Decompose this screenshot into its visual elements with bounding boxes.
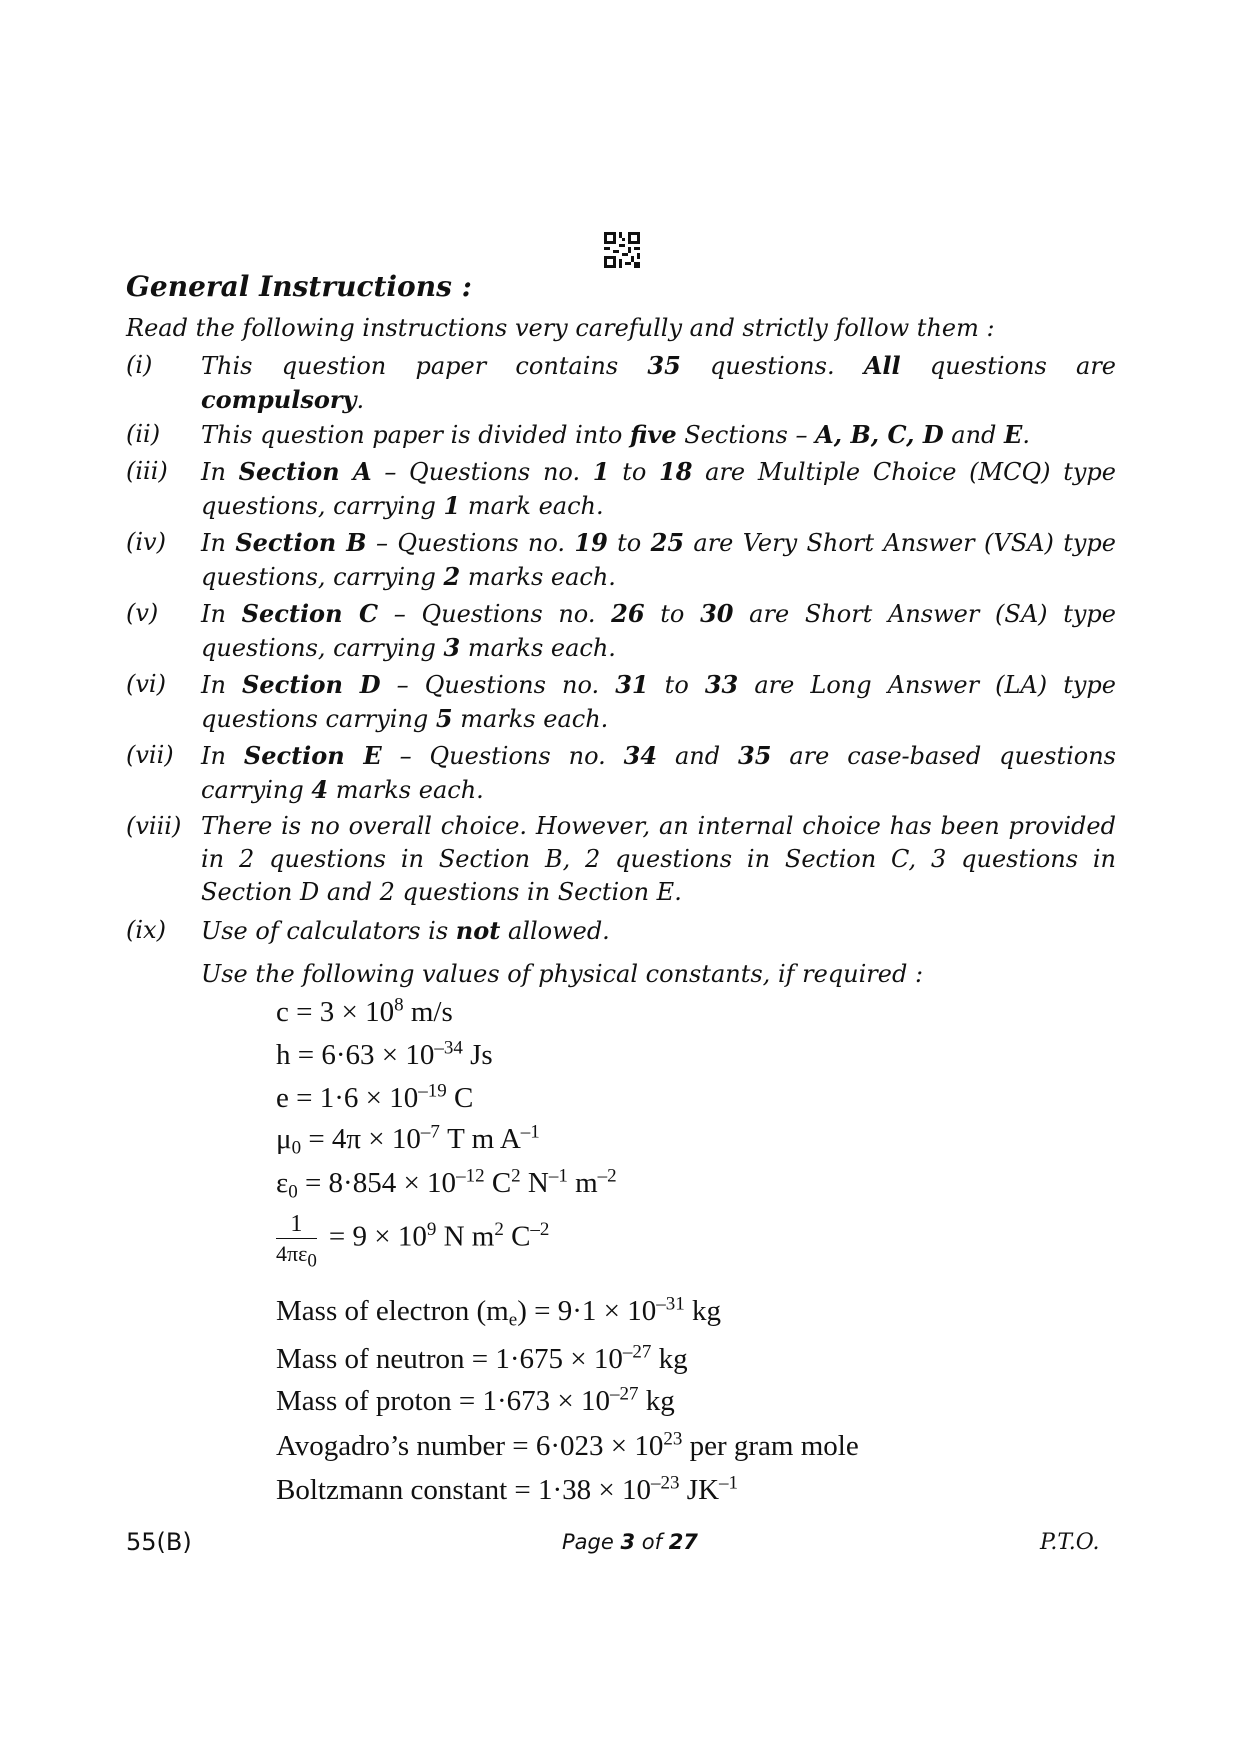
fraction: $\frac{1}{4\pi\varepsilon_0}$ bbox=[276, 1211, 317, 1272]
instructions-intro: Read the following instructions very carefully and strictly follow them : bbox=[126, 314, 995, 342]
constant-avogadro: Avogadro’s number = $6\cdot 023 \times 10^{23}$ per gram mole bbox=[276, 1428, 859, 1462]
item-number: (vi) bbox=[126, 670, 166, 698]
instruction-item: (iv) In Section B – Questions no. 19 to 25 are Very Short Answer (VSA) type questions, carrying 2 marks each. bbox=[126, 528, 1116, 591]
item-number: (ii) bbox=[126, 420, 161, 448]
item-number: (v) bbox=[126, 599, 159, 627]
item-number: (viii) bbox=[126, 812, 182, 840]
instruction-item: (v) In Section C – Questions no. 26 to 30 are Short Answer (SA) type questions, carrying 3 marks each. bbox=[126, 599, 1116, 662]
constant-speed-of-light: $c = 3 \times 10^8$ m/s bbox=[276, 994, 453, 1028]
pto-label: P.T.O. bbox=[1040, 1530, 1100, 1555]
instruction-item: (vi) In Section D – Questions no. 31 to 33 are Long Answer (LA) type questions carrying 5 marks each. bbox=[126, 670, 1116, 733]
qr-code-icon bbox=[604, 232, 640, 268]
constant-coulomb: $\frac{1}{4\pi\varepsilon_0}$ = $9 \times 10^9$ N $m^2$ $C^{-2}$ bbox=[276, 1211, 550, 1272]
item-number: (i) bbox=[126, 351, 153, 379]
page-title: General Instructions : bbox=[126, 270, 472, 303]
constant-boltzmann: Boltzmann constant = $1\cdot 38 \times 10^{-23}$ $JK^{-1}$ bbox=[276, 1472, 739, 1506]
constant-proton-mass: Mass of proton = $1\cdot 673 \times 10^{-27}$ kg bbox=[276, 1383, 675, 1417]
item-number: (iii) bbox=[126, 457, 168, 485]
instruction-item: (ix) Use of calculators is not allowed. bbox=[126, 916, 610, 945]
page-number: Page 3 of 27 bbox=[562, 1530, 698, 1554]
paper-code: 55(B) bbox=[126, 1528, 192, 1556]
instruction-item: (i) This question paper contains 35 questions. All questions are compulsory. bbox=[126, 351, 1117, 414]
constant-permeability: $\mu_0 = 4\pi \times 10^{-7}$ T m $A^{-1}$ bbox=[276, 1121, 540, 1159]
instruction-item: (ii) This question paper is divided into five Sections – A, B, C, D and E. bbox=[126, 420, 1030, 449]
instruction-item: (viii) There is no overall choice. However, an internal choice has been provided in 2 questions in Section B, 2 questions in Section C, 3 questions in Section D and 2 questions in Section E. bbox=[126, 812, 1116, 906]
constant-permittivity: $\varepsilon_0 = 8\cdot 854 \times 10^{-12}$ $C^2$ $N^{-1}$ $m^{-2}$ bbox=[276, 1165, 617, 1203]
constant-neutron-mass: Mass of neutron = $1\cdot 675 \times 10^{-27}$ kg bbox=[276, 1341, 688, 1375]
constants-intro: Use the following values of physical constants, if required : bbox=[201, 960, 924, 988]
constant-planck: $h = 6\cdot 63 \times 10^{-34}$ Js bbox=[276, 1037, 493, 1071]
item-number: (vii) bbox=[126, 741, 174, 769]
item-number: (ix) bbox=[126, 916, 166, 944]
instruction-item: (vii) In Section E – Questions no. 34 and 35 are case-based questions carrying 4 marks each. bbox=[126, 741, 1116, 804]
constant-electron-charge: $e = 1\cdot 6 \times 10^{-19}$ C bbox=[276, 1080, 474, 1114]
item-number: (iv) bbox=[126, 528, 166, 556]
instruction-item: (iii) In Section A – Questions no. 1 to 18 are Multiple Choice (MCQ) type questions, carrying 1 mark each. bbox=[126, 457, 1116, 520]
constant-electron-mass: Mass of electron $(m_e) = 9\cdot 1 \times 10^{-31}$ kg bbox=[276, 1293, 721, 1331]
